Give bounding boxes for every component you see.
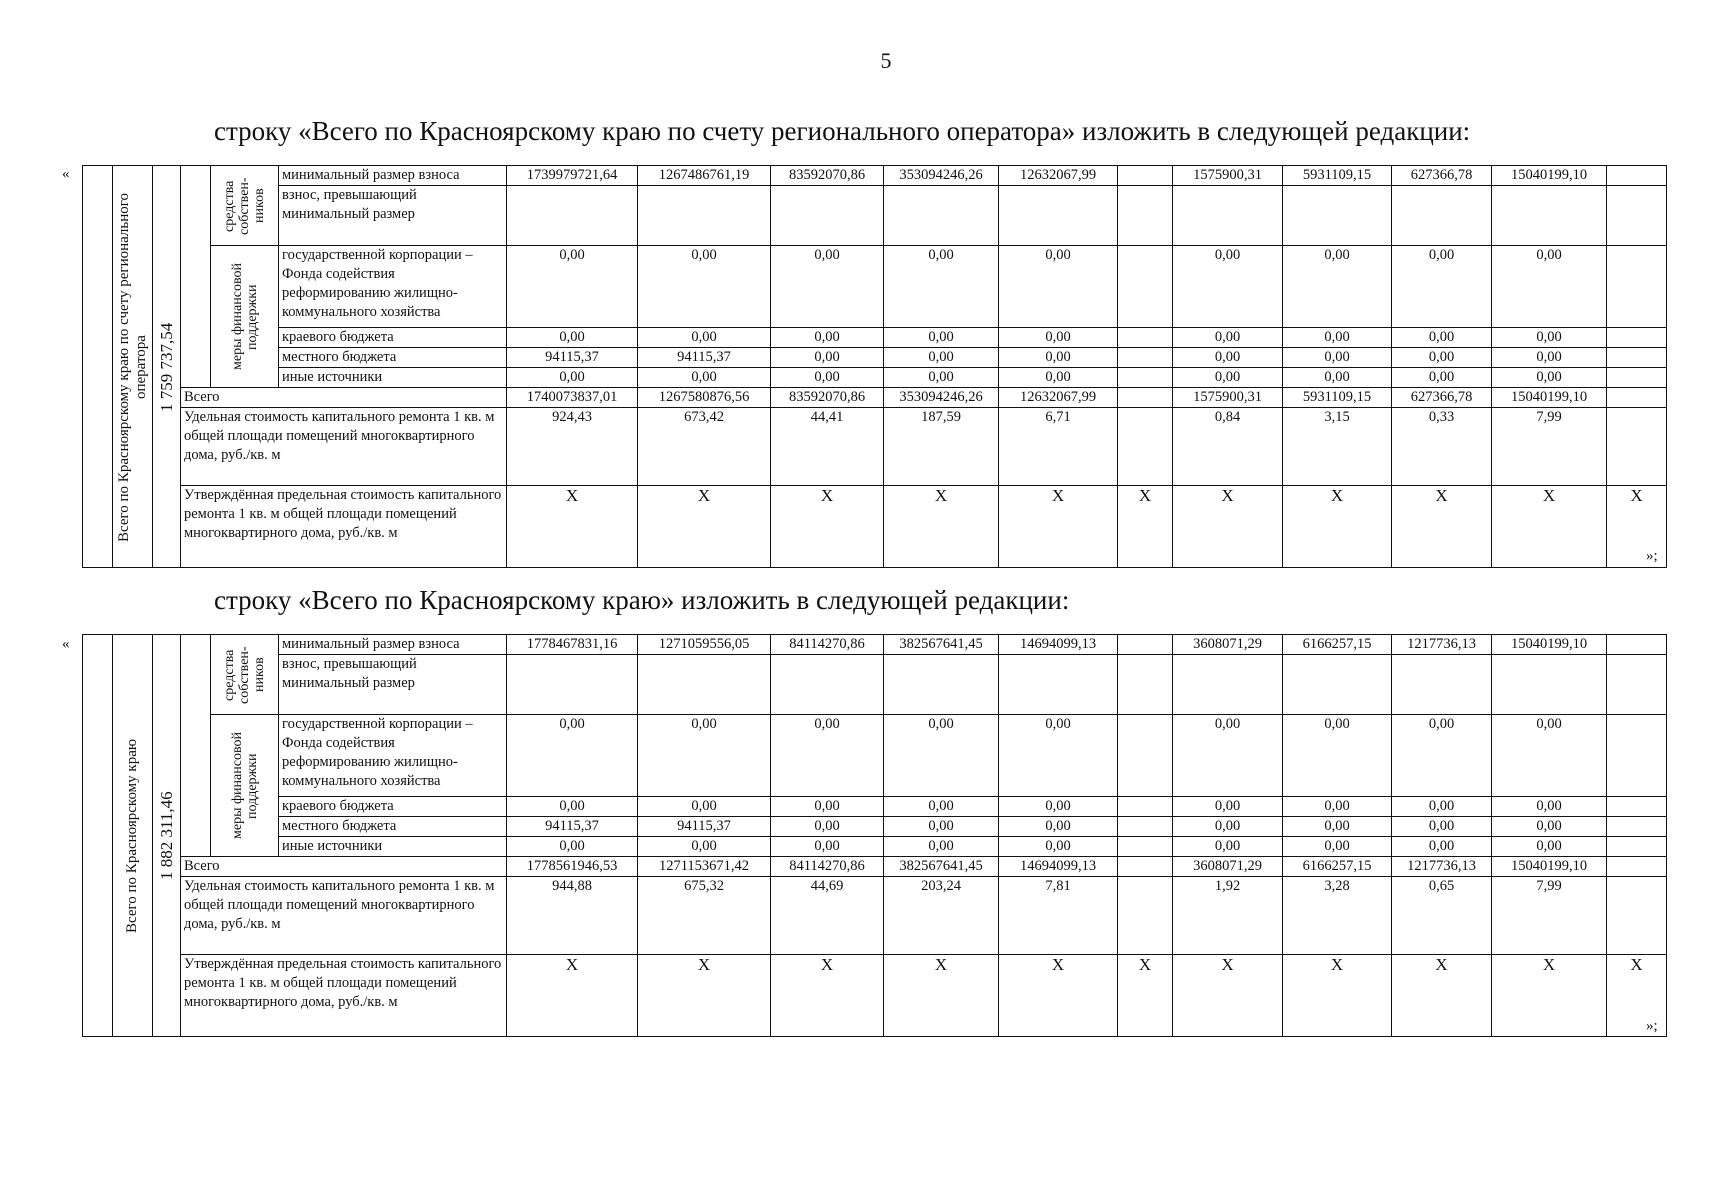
row-label: Удельная стоимость капитального ремонта 1 кв. м общей площади помещений многоквартирного дома, руб./кв. м bbox=[181, 408, 507, 486]
value-cell: 0,00 bbox=[884, 368, 999, 388]
value-cell: 1267486761,19 bbox=[638, 166, 771, 186]
blank-cell bbox=[83, 635, 113, 1037]
value-cell: 0,00 bbox=[1173, 368, 1283, 388]
value-cell: 382567641,45 bbox=[884, 857, 999, 877]
value-cell: X bbox=[1392, 486, 1492, 568]
row-label: Всего bbox=[181, 388, 507, 408]
value-cell: 1739979721,64 bbox=[507, 166, 638, 186]
value-cell bbox=[1118, 328, 1173, 348]
value-cell: 1740073837,01 bbox=[507, 388, 638, 408]
table-row bbox=[83, 186, 1667, 246]
value-cell: 1778467831,16 bbox=[507, 635, 638, 655]
value-cell: 5931109,15 bbox=[1283, 166, 1392, 186]
value-cell bbox=[999, 186, 1118, 246]
value-cell bbox=[1607, 246, 1667, 328]
value-cell: X bbox=[999, 955, 1118, 1037]
value-cell: 0,00 bbox=[1392, 715, 1492, 797]
value-cell: 0,00 bbox=[999, 348, 1118, 368]
value-cell: 0,00 bbox=[771, 797, 884, 817]
value-cell: 0,00 bbox=[638, 328, 771, 348]
value-cell: X bbox=[638, 486, 771, 568]
row-label: взнос, превышающий минимальный размер bbox=[279, 655, 507, 715]
value-cell: 15040199,10 bbox=[1492, 388, 1607, 408]
value-cell bbox=[1607, 348, 1667, 368]
value-cell: X bbox=[1118, 486, 1173, 568]
value-cell: 627366,78 bbox=[1392, 166, 1492, 186]
value-cell: X bbox=[884, 955, 999, 1037]
value-cell: 0,00 bbox=[507, 837, 638, 857]
value-cell: 0,00 bbox=[1173, 715, 1283, 797]
row-label: Всего bbox=[181, 857, 507, 877]
row-label: иные источники bbox=[279, 837, 507, 857]
group-support-label bbox=[211, 246, 279, 388]
row-label: взнос, превышающий минимальный размер bbox=[279, 186, 507, 246]
total-area-text: 1 759 737,54 bbox=[157, 321, 176, 412]
value-cell: 0,00 bbox=[1392, 348, 1492, 368]
value-cell: 0,00 bbox=[1173, 837, 1283, 857]
value-cell bbox=[1607, 388, 1667, 408]
table-row bbox=[83, 655, 1667, 715]
value-cell: 0,00 bbox=[507, 246, 638, 328]
open-quote: « bbox=[62, 636, 70, 652]
value-cell: 0,00 bbox=[999, 837, 1118, 857]
value-cell: 0,00 bbox=[1283, 817, 1392, 837]
value-cell: 0,00 bbox=[771, 715, 884, 797]
total-area bbox=[153, 635, 181, 1037]
group-owners-label bbox=[211, 166, 279, 246]
value-cell: 924,43 bbox=[507, 408, 638, 486]
value-cell bbox=[1118, 388, 1173, 408]
value-cell bbox=[1118, 635, 1173, 655]
value-cell bbox=[884, 655, 999, 715]
blank-cell bbox=[181, 166, 211, 388]
value-cell: 3,15 bbox=[1283, 408, 1392, 486]
value-cell: 0,00 bbox=[1392, 246, 1492, 328]
value-cell bbox=[1173, 655, 1283, 715]
value-cell: X bbox=[507, 486, 638, 568]
value-cell: 12632067,99 bbox=[999, 166, 1118, 186]
table-row bbox=[83, 715, 1667, 797]
region-label bbox=[113, 635, 153, 1037]
value-cell: 1217736,13 bbox=[1392, 857, 1492, 877]
value-cell bbox=[1118, 246, 1173, 328]
blank-cell bbox=[181, 635, 211, 857]
value-cell bbox=[1607, 166, 1667, 186]
row-label: минимальный размер взноса bbox=[279, 635, 507, 655]
value-cell: 0,00 bbox=[638, 246, 771, 328]
region-label bbox=[113, 166, 153, 568]
value-cell: 0,00 bbox=[1492, 328, 1607, 348]
value-cell bbox=[1607, 715, 1667, 797]
value-cell: 353094246,26 bbox=[884, 166, 999, 186]
value-cell bbox=[638, 655, 771, 715]
table-row bbox=[83, 877, 1667, 955]
value-cell bbox=[1492, 186, 1607, 246]
value-cell: 0,00 bbox=[1492, 837, 1607, 857]
value-cell bbox=[1607, 817, 1667, 837]
value-cell: 6166257,15 bbox=[1283, 635, 1392, 655]
section-heading: строку «Всего по Красноярскому краю по счету регионального оператора» изложить в следующей редакции: bbox=[214, 116, 1471, 146]
value-cell bbox=[1118, 797, 1173, 817]
value-cell: 0,00 bbox=[638, 715, 771, 797]
value-cell: 382567641,45 bbox=[884, 635, 999, 655]
row-label: иные источники bbox=[279, 368, 507, 388]
blank-cell bbox=[83, 166, 113, 568]
close-quote: »; bbox=[1646, 1018, 1658, 1034]
value-cell bbox=[884, 186, 999, 246]
value-cell: 3,28 bbox=[1283, 877, 1392, 955]
value-cell bbox=[1118, 877, 1173, 955]
value-cell: 0,84 bbox=[1173, 408, 1283, 486]
value-cell: 0,00 bbox=[1173, 328, 1283, 348]
value-cell: 83592070,86 bbox=[771, 388, 884, 408]
value-cell: 94115,37 bbox=[507, 817, 638, 837]
value-cell bbox=[771, 186, 884, 246]
value-cell: 0,00 bbox=[1492, 368, 1607, 388]
value-cell bbox=[1607, 635, 1667, 655]
value-cell bbox=[1173, 186, 1283, 246]
value-cell bbox=[1607, 328, 1667, 348]
value-cell: 6166257,15 bbox=[1283, 857, 1392, 877]
value-cell: 1575900,31 bbox=[1173, 166, 1283, 186]
value-cell bbox=[1607, 186, 1667, 246]
table-row bbox=[83, 955, 1667, 1037]
value-cell: X bbox=[884, 486, 999, 568]
value-cell: 0,00 bbox=[771, 246, 884, 328]
value-cell bbox=[1118, 655, 1173, 715]
value-cell: 0,00 bbox=[1283, 715, 1392, 797]
value-cell: 14694099,13 bbox=[999, 635, 1118, 655]
value-cell: 0,00 bbox=[1392, 328, 1492, 348]
value-cell: X bbox=[1492, 486, 1607, 568]
value-cell: 0,00 bbox=[884, 797, 999, 817]
table-row bbox=[83, 797, 1667, 817]
value-cell: 675,32 bbox=[638, 877, 771, 955]
value-cell: 0,00 bbox=[1492, 817, 1607, 837]
value-cell: 0,00 bbox=[884, 246, 999, 328]
value-cell: X bbox=[1118, 955, 1173, 1037]
value-cell: X bbox=[1607, 486, 1667, 568]
row-label: Удельная стоимость капитального ремонта 1 кв. м общей площади помещений многоквартирного дома, руб./кв. м bbox=[181, 877, 507, 955]
value-cell: 0,00 bbox=[638, 368, 771, 388]
section-heading: строку «Всего по Красноярскому краю» изложить в следующей редакции: bbox=[214, 585, 1070, 615]
value-cell: 44,69 bbox=[771, 877, 884, 955]
value-cell: 0,00 bbox=[1392, 368, 1492, 388]
value-cell bbox=[1118, 348, 1173, 368]
value-cell bbox=[1118, 186, 1173, 246]
value-cell: 0,00 bbox=[1283, 797, 1392, 817]
value-cell: 0,00 bbox=[1492, 715, 1607, 797]
value-cell: X bbox=[1283, 955, 1392, 1037]
value-cell: 0,00 bbox=[1492, 348, 1607, 368]
value-cell: 0,00 bbox=[884, 715, 999, 797]
group-support-label-text: меры финансовой поддержки bbox=[229, 263, 260, 370]
value-cell bbox=[1118, 715, 1173, 797]
value-cell: 0,00 bbox=[999, 368, 1118, 388]
value-cell bbox=[1283, 655, 1392, 715]
region-label-text: Всего по Красноярскому краю по счету регионального оператора bbox=[115, 191, 149, 542]
value-cell: 0,00 bbox=[1173, 817, 1283, 837]
value-cell: 15040199,10 bbox=[1492, 857, 1607, 877]
value-cell: 14694099,13 bbox=[999, 857, 1118, 877]
value-cell: 1217736,13 bbox=[1392, 635, 1492, 655]
value-cell: 0,00 bbox=[771, 817, 884, 837]
value-cell: 0,00 bbox=[771, 328, 884, 348]
table-row bbox=[83, 817, 1667, 837]
value-cell: 0,00 bbox=[884, 817, 999, 837]
value-cell: 0,00 bbox=[1173, 246, 1283, 328]
value-cell: 7,99 bbox=[1492, 408, 1607, 486]
value-cell: 1778561946,53 bbox=[507, 857, 638, 877]
value-cell: 0,00 bbox=[1392, 797, 1492, 817]
value-cell bbox=[638, 186, 771, 246]
value-cell: X bbox=[999, 486, 1118, 568]
table-row bbox=[83, 246, 1667, 328]
value-cell: 627366,78 bbox=[1392, 388, 1492, 408]
table-row bbox=[83, 837, 1667, 857]
value-cell: 0,00 bbox=[999, 715, 1118, 797]
value-cell: X bbox=[1173, 955, 1283, 1037]
value-cell bbox=[1607, 797, 1667, 817]
value-cell: 0,00 bbox=[638, 837, 771, 857]
value-cell: 0,33 bbox=[1392, 408, 1492, 486]
open-quote: « bbox=[62, 166, 70, 182]
value-cell: 0,00 bbox=[884, 328, 999, 348]
value-cell: 15040199,10 bbox=[1492, 635, 1607, 655]
value-cell: X bbox=[1607, 955, 1667, 1037]
value-cell: 3608071,29 bbox=[1173, 635, 1283, 655]
row-label: минимальный размер взноса bbox=[279, 166, 507, 186]
value-cell: 0,00 bbox=[999, 328, 1118, 348]
value-cell bbox=[1607, 877, 1667, 955]
table-row bbox=[83, 388, 1667, 408]
value-cell bbox=[1607, 837, 1667, 857]
value-cell: 0,00 bbox=[999, 246, 1118, 328]
value-cell: 1271059556,05 bbox=[638, 635, 771, 655]
table-row bbox=[83, 348, 1667, 368]
value-cell: 0,00 bbox=[507, 328, 638, 348]
value-cell bbox=[1118, 817, 1173, 837]
value-cell bbox=[1607, 408, 1667, 486]
value-cell: 44,41 bbox=[771, 408, 884, 486]
row-label: Утверждённая предельная стоимость капитального ремонта 1 кв. м общей площади помещений многоквартирного дома, руб./кв. м bbox=[181, 955, 507, 1037]
value-cell: 673,42 bbox=[638, 408, 771, 486]
value-cell bbox=[1118, 166, 1173, 186]
value-cell: 94115,37 bbox=[507, 348, 638, 368]
value-cell: 0,00 bbox=[999, 817, 1118, 837]
total-area bbox=[153, 166, 181, 568]
value-cell bbox=[771, 655, 884, 715]
value-cell: 84114270,86 bbox=[771, 635, 884, 655]
table-row bbox=[83, 166, 1667, 186]
value-cell: 84114270,86 bbox=[771, 857, 884, 877]
value-cell: 12632067,99 bbox=[999, 388, 1118, 408]
total-area-text: 1 882 311,46 bbox=[157, 791, 176, 880]
value-cell: 5931109,15 bbox=[1283, 388, 1392, 408]
group-owners-label bbox=[211, 635, 279, 715]
row-label: государственной корпорации – Фонда содействия реформированию жилищно-коммунального хозяйства bbox=[279, 715, 507, 797]
value-cell: 7,81 bbox=[999, 877, 1118, 955]
group-support-label-text: меры финансовой поддержки bbox=[229, 732, 260, 839]
value-cell bbox=[1607, 368, 1667, 388]
value-cell: 0,00 bbox=[884, 837, 999, 857]
value-cell: X bbox=[1283, 486, 1392, 568]
value-cell bbox=[1392, 655, 1492, 715]
close-quote: »; bbox=[1646, 548, 1658, 564]
value-cell: 15040199,10 bbox=[1492, 166, 1607, 186]
row-label: краевого бюджета bbox=[279, 797, 507, 817]
value-cell: 1,92 bbox=[1173, 877, 1283, 955]
value-cell bbox=[1607, 655, 1667, 715]
value-cell: 94115,37 bbox=[638, 348, 771, 368]
value-cell: 7,99 bbox=[1492, 877, 1607, 955]
value-cell: 3608071,29 bbox=[1173, 857, 1283, 877]
value-cell: 0,00 bbox=[1173, 348, 1283, 368]
value-cell: 203,24 bbox=[884, 877, 999, 955]
value-cell: 0,00 bbox=[1283, 328, 1392, 348]
value-cell: 0,00 bbox=[1492, 246, 1607, 328]
value-cell bbox=[999, 655, 1118, 715]
value-cell: 944,88 bbox=[507, 877, 638, 955]
value-cell bbox=[1492, 655, 1607, 715]
value-cell: 0,65 bbox=[1392, 877, 1492, 955]
value-cell: 6,71 bbox=[999, 408, 1118, 486]
value-cell: X bbox=[771, 486, 884, 568]
value-cell bbox=[1118, 408, 1173, 486]
table-row bbox=[83, 486, 1667, 568]
row-label: местного бюджета bbox=[279, 348, 507, 368]
value-cell: 0,00 bbox=[1283, 348, 1392, 368]
financing-table bbox=[82, 165, 1667, 568]
value-cell: 0,00 bbox=[1283, 837, 1392, 857]
table-row bbox=[83, 635, 1667, 655]
row-label: краевого бюджета bbox=[279, 328, 507, 348]
value-cell: X bbox=[1173, 486, 1283, 568]
value-cell: 0,00 bbox=[999, 797, 1118, 817]
row-label: Утверждённая предельная стоимость капитального ремонта 1 кв. м общей площади помещений многоквартирного дома, руб./кв. м bbox=[181, 486, 507, 568]
value-cell bbox=[1283, 186, 1392, 246]
value-cell bbox=[507, 655, 638, 715]
financing-table bbox=[82, 634, 1667, 1037]
value-cell: 0,00 bbox=[771, 837, 884, 857]
region-label-text: Всего по Красноярскому краю bbox=[124, 738, 140, 933]
value-cell: 0,00 bbox=[507, 797, 638, 817]
value-cell: X bbox=[1392, 955, 1492, 1037]
value-cell: 0,00 bbox=[507, 368, 638, 388]
value-cell: 353094246,26 bbox=[884, 388, 999, 408]
value-cell: 0,00 bbox=[1492, 797, 1607, 817]
table-row bbox=[83, 408, 1667, 486]
value-cell: 94115,37 bbox=[638, 817, 771, 837]
table-row bbox=[83, 857, 1667, 877]
value-cell: 1271153671,42 bbox=[638, 857, 771, 877]
value-cell: 0,00 bbox=[884, 348, 999, 368]
value-cell: 0,00 bbox=[1283, 368, 1392, 388]
value-cell bbox=[507, 186, 638, 246]
value-cell bbox=[1118, 368, 1173, 388]
value-cell: 187,59 bbox=[884, 408, 999, 486]
row-label: местного бюджета bbox=[279, 817, 507, 837]
table-row bbox=[83, 368, 1667, 388]
value-cell: X bbox=[1492, 955, 1607, 1037]
value-cell: 0,00 bbox=[1173, 797, 1283, 817]
group-support-label bbox=[211, 715, 279, 857]
group-owners-label-text: средства собствен-ников bbox=[222, 176, 267, 235]
value-cell: 0,00 bbox=[507, 715, 638, 797]
value-cell: 0,00 bbox=[771, 348, 884, 368]
value-cell: 1575900,31 bbox=[1173, 388, 1283, 408]
value-cell: 0,00 bbox=[1283, 246, 1392, 328]
value-cell: 0,00 bbox=[1392, 817, 1492, 837]
value-cell: 0,00 bbox=[771, 368, 884, 388]
group-owners-label-text: средства собствен-ников bbox=[222, 645, 267, 704]
value-cell: 1267580876,56 bbox=[638, 388, 771, 408]
value-cell: X bbox=[771, 955, 884, 1037]
row-label: государственной корпорации – Фонда содействия реформированию жилищно-коммунального хозяйства bbox=[279, 246, 507, 328]
value-cell: X bbox=[638, 955, 771, 1037]
page-number: 5 bbox=[880, 48, 892, 73]
value-cell bbox=[1607, 857, 1667, 877]
value-cell bbox=[1392, 186, 1492, 246]
value-cell bbox=[1118, 837, 1173, 857]
value-cell: 0,00 bbox=[1392, 837, 1492, 857]
value-cell: X bbox=[507, 955, 638, 1037]
value-cell: 83592070,86 bbox=[771, 166, 884, 186]
value-cell bbox=[1118, 857, 1173, 877]
value-cell: 0,00 bbox=[638, 797, 771, 817]
table-row bbox=[83, 328, 1667, 348]
